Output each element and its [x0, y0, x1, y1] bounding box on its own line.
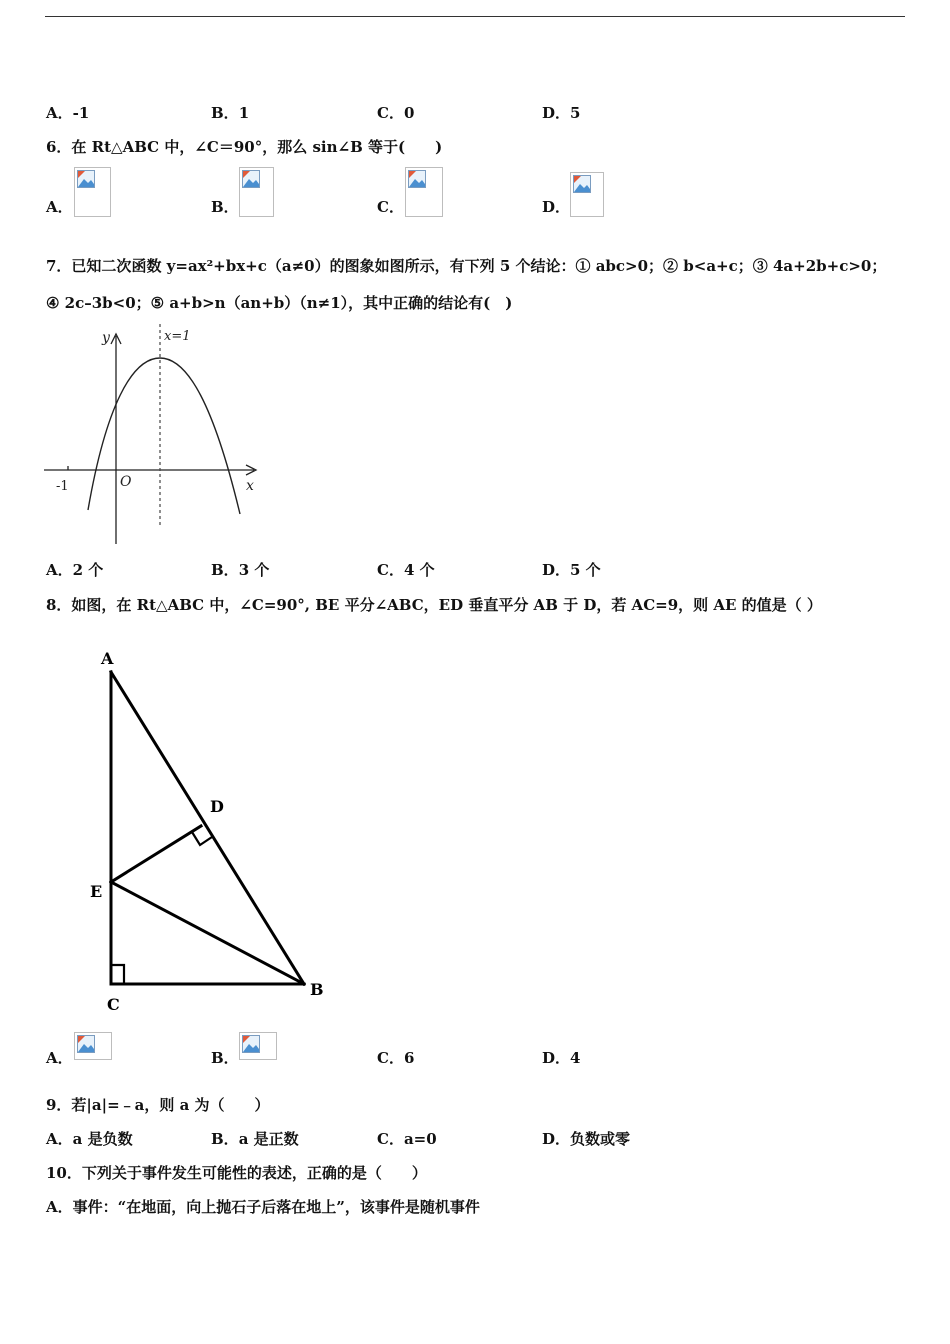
- q8-option-a-label: A．: [46, 1049, 73, 1067]
- parabola-curve: [88, 358, 240, 514]
- q8-option-b-image: [239, 1032, 277, 1060]
- q6-option-d-label: D．: [542, 198, 571, 216]
- q9-stem: 9．若|a|=﹣a，则 a 为（ ）: [46, 1096, 270, 1114]
- q5-option-a: A．-1: [46, 104, 90, 122]
- q8-option-c: C．6: [377, 1049, 415, 1067]
- q7-option-a: A．2 个: [46, 561, 104, 579]
- broken-image-icon: [77, 1035, 95, 1053]
- q7-parabola-graph: [40, 322, 270, 547]
- broken-image-icon: [77, 170, 95, 188]
- q6-option-c-image: [405, 167, 443, 217]
- q7-option-d: D．5 个: [542, 561, 601, 579]
- q9-option-b: B．a 是正数: [211, 1130, 299, 1148]
- q10-stem: 10．下列关于事件发生可能性的表述，正确的是（ ）: [46, 1164, 427, 1182]
- segment-ed: [111, 826, 201, 882]
- q8-option-d: D．4: [542, 1049, 581, 1067]
- q6-option-b-label: B．: [211, 198, 239, 216]
- q7-option-c: C．4 个: [377, 561, 435, 579]
- q6-option-d-image: [570, 172, 604, 217]
- point-b-label: B: [310, 980, 324, 999]
- q9-option-a: A．a 是负数: [46, 1130, 133, 1148]
- broken-image-icon: [408, 170, 426, 188]
- tick-neg1-label: -1: [56, 479, 69, 494]
- right-angle-d: [192, 832, 212, 845]
- q8-triangle-figure: [90, 640, 340, 1020]
- q6-stem: 6．在 Rt△ABC 中，∠C＝90°，那么 sin∠B 等于( ): [46, 138, 443, 156]
- q6-option-b-image: [239, 167, 274, 217]
- x-axis-label: x: [246, 478, 254, 494]
- point-e-label: E: [90, 882, 103, 901]
- point-a-label: A: [101, 649, 114, 668]
- y-axis-label: y: [102, 330, 110, 346]
- broken-image-icon: [573, 175, 591, 193]
- q7-stem-line2: ④ 2c–3b<0；⑤ a+b>n（an+b）（n≠1），其中正确的结论有( ): [46, 294, 513, 312]
- side-ab: [111, 672, 304, 984]
- segment-be: [111, 882, 304, 984]
- q9-option-d: D．负数或零: [542, 1130, 631, 1148]
- q8-option-a-image: [74, 1032, 112, 1060]
- q10-option-a: A．事件：“在地面，向上抛石子后落在地上”，该事件是随机事件: [46, 1198, 480, 1216]
- q6-option-a-label: A．: [46, 198, 73, 216]
- q5-option-c: C．0: [377, 104, 415, 122]
- q9-option-c: C．a=0: [377, 1130, 437, 1148]
- q6-option-c-label: C．: [377, 198, 404, 216]
- broken-image-icon: [242, 1035, 260, 1053]
- point-d-label: D: [210, 797, 224, 816]
- q8-option-b-label: B．: [211, 1049, 239, 1067]
- q5-option-d: D．5: [542, 104, 581, 122]
- point-c-label: C: [107, 995, 120, 1014]
- q7-option-b: B．3 个: [211, 561, 270, 579]
- broken-image-icon: [242, 170, 260, 188]
- q6-option-a-image: [74, 167, 111, 217]
- q5-option-b: B．1: [211, 104, 250, 122]
- q7-stem-line1: 7．已知二次函数 y=ax²+bx+c（a≠0）的图象如图所示，有下列 5 个结论：① abc>0；② b<a+c；③ 4a+2b+c>0；: [46, 257, 887, 275]
- q8-stem: 8．如图，在 Rt△ABC 中，∠C=90°, BE 平分∠ABC，ED 垂直平分 AB 于 D，若 AC=9，则 AE 的值是（ ）: [46, 596, 822, 614]
- origin-label: O: [120, 474, 132, 490]
- symmetry-label: x=1: [164, 329, 191, 344]
- header-rule: [45, 16, 905, 17]
- right-angle-c: [111, 965, 124, 984]
